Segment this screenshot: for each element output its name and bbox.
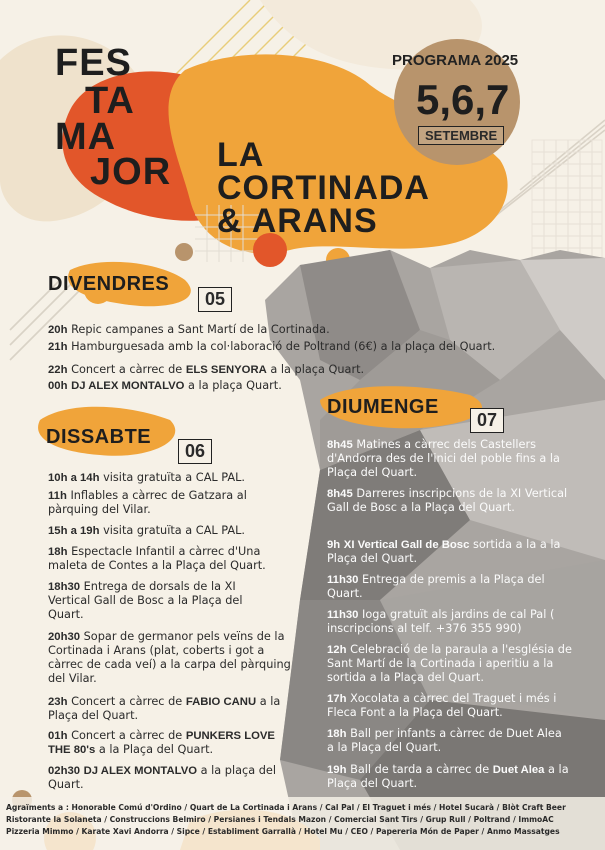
event-sat-8: 01h Concert a càrrec de PUNKERS LOVE THE 80's a la Plaça del Quart. bbox=[48, 729, 275, 756]
day-label-divendres: DIVENDRES bbox=[48, 273, 170, 295]
festa-line-4: JOR bbox=[90, 151, 172, 193]
place-line-1: LA bbox=[217, 136, 265, 174]
event-sat-9: 02h30 DJ ALEX MONTALVO a la plaça del Quart. bbox=[48, 764, 277, 791]
event-sun-8: 18h Ball per infants a càrrec de Duet Alea a la Plaça del Quart. bbox=[327, 727, 562, 754]
event-fri-2: 21h Hamburguesada amb la col·laboració de Poltrand (6€) a la plaça del Quart. bbox=[48, 340, 496, 353]
event-sun-4: 11h30 Entrega de premis a la Plaça del Quart. bbox=[327, 573, 545, 600]
day-number-06: 06 bbox=[178, 439, 212, 464]
event-fri-3: 22h Concert a càrrec de ELS SENYORA a la plaça Quart. bbox=[48, 363, 365, 376]
event-sun-7: 17h Xocolata a càrrec del Traguet i més i Fleca Font a la Plaça del Quart. bbox=[327, 692, 557, 719]
day-label-dissabte: DISSABTE bbox=[46, 426, 152, 448]
sponsors-line-2: Ristorante la Solaneta / Construccions Belmiro / Persianes i Tendals Mazon / Comercial Sant Tirs / Grup Rull / Poltrand / ImmoAC bbox=[6, 815, 554, 824]
day-number-05: 05 bbox=[198, 287, 232, 312]
festival-month: SETEMBRE bbox=[418, 126, 504, 145]
event-sun-9: 19h Ball de tarda a càrrec de Duet Alea a la Plaça del Quart. bbox=[327, 763, 569, 790]
sponsors-line-1: Agraïments a : Honorable Comú d'Ordino / Quart de La Cortinada i Arans / Cal Pal / El Traguet i més / Hotel Sucarà / Blòt Craft Beer bbox=[6, 803, 566, 812]
place-line-3: & ARANS bbox=[217, 202, 378, 240]
place-line-2: CORTINADA bbox=[217, 169, 430, 207]
event-sat-5: 18h30 Entrega de dorsals de la XI Vertical Gall de Bosc a la Plaça del Quart. bbox=[48, 580, 243, 621]
event-sun-6: 12h Celebració de la paraula a l'església de Sant Martí de la Cortinada i aperitiu a la sortida a la Plaça del Quart. bbox=[327, 643, 572, 684]
festa-line-1: FES bbox=[55, 42, 132, 84]
event-sat-7: 23h Concert a càrrec de FABIO CANU a la Plaça del Quart. bbox=[48, 695, 281, 722]
event-sun-5: 11h30 Ioga gratuït als jardins de cal Pal ( inscripcions al telf. +376 355 990) bbox=[327, 608, 555, 635]
programa-year: PROGRAMA 2025 bbox=[392, 52, 519, 69]
event-sat-2: 11h Inflables a càrrec de Gatzara al pàrquing del Vilar. bbox=[48, 489, 247, 516]
day-number-07: 07 bbox=[470, 408, 504, 433]
sponsors-line-3: Pizzeria Mimmo / Karate Xavi Andorra / Sipce / Establiment Garrallà / Hotel Mu / CEO / Papereria Món de Paper / Anmo Massatges bbox=[6, 827, 560, 836]
event-sun-2: 8h45 Darreres inscripcions de la XI Vertical Gall de Bosc a la Plaça del Quart. bbox=[327, 487, 568, 514]
event-sat-1: 10h a 14h visita gratuïta a CAL PAL. bbox=[48, 471, 246, 484]
festa-line-2: TA bbox=[85, 80, 135, 122]
festival-dates: 5,6,7 bbox=[416, 76, 510, 123]
event-sat-6: 20h30 Sopar de germanor pels veïns de la Cortinada i Arans (plat, coberts i got a càrrec de cada veí) a la carpa del pàrquing del Vilar. bbox=[48, 630, 291, 685]
festa-line-3: MA bbox=[55, 116, 117, 158]
event-sun-1: 8h45 Matines a càrrec dels Castellers d'Andorra des de l'inici del poble fins a la Plaça del Quart. bbox=[327, 438, 560, 479]
event-fri-4: 00h DJ ALEX MONTALVO a la plaça Quart. bbox=[48, 379, 282, 392]
event-sat-3: 15h a 19h visita gratuïta a CAL PAL. bbox=[48, 524, 246, 537]
event-fri-1: 20h Repic campanes a Sant Martí de la Cortinada. bbox=[48, 323, 330, 336]
sponsors-footer bbox=[6, 802, 602, 838]
day-label-diumenge: DIUMENGE bbox=[327, 396, 439, 418]
event-sat-4: 18h Espectacle Infantil a càrrec d'Una maleta de Contes a la Plaça del Quart. bbox=[48, 545, 266, 572]
event-sun-3: 9h XI Vertical Gall de Bosc sortida a la a la Plaça del Quart. bbox=[327, 538, 561, 565]
